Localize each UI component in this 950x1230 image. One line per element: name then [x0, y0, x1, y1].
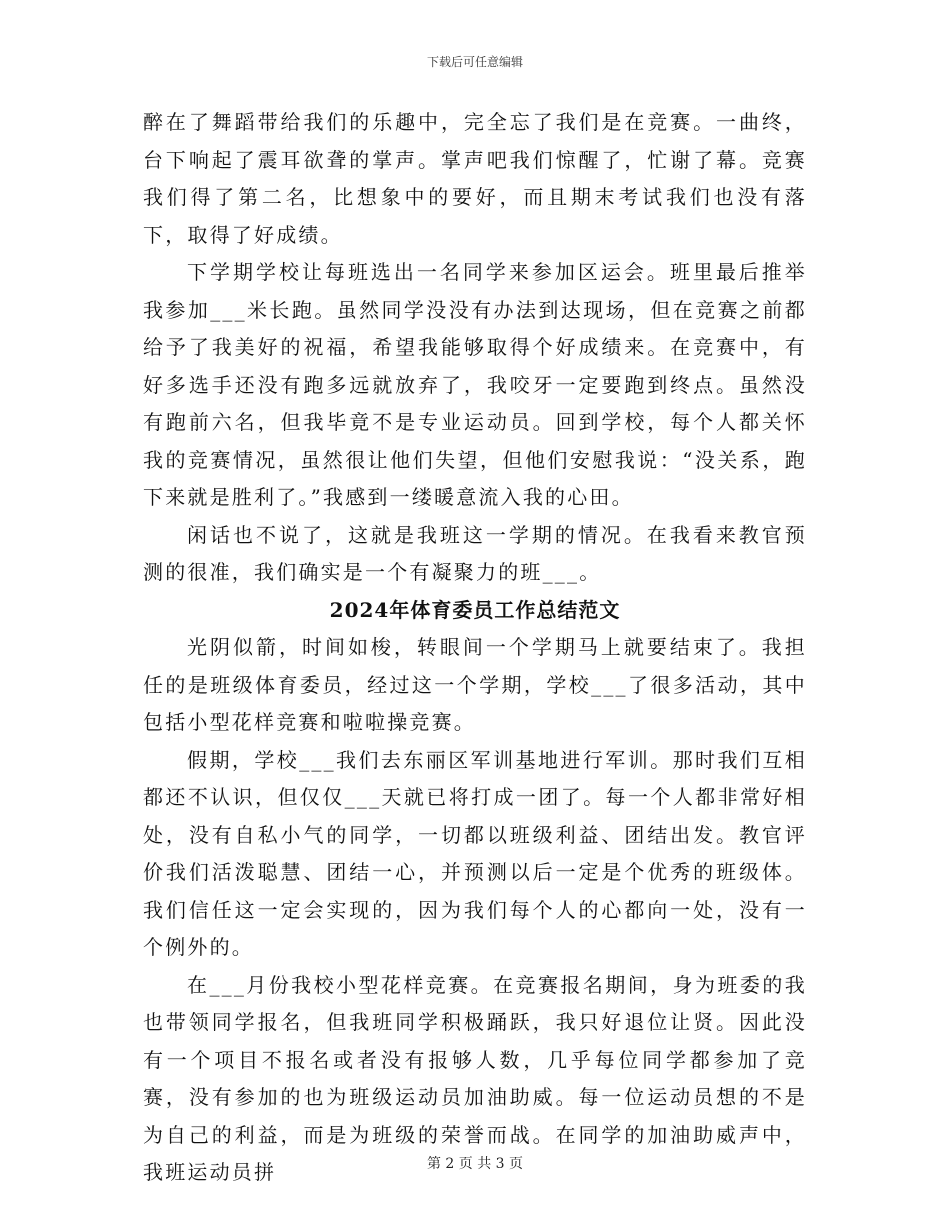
paragraph-district-games: 下学期学校让每班选出一名同学来参加区运会。班里最后推举我参加___米长跑。虽然同学没没有办法到达现场，但在竞赛之前都给予了我美好的祝福，希望我能够取得个好成绩来。在竞赛中，有好多选手还没有跑多远就放弃了，我咬牙一定要跑到终点。虽然没有跑前六名，但我毕竟不是专业运动员。回到学校，每个人都关怀我的竞赛情况，虽然很让他们失望，但他们安慰我说：“没关系，跑下来就是胜利了。”我感到一缕暖意流入我的心田。	[143, 260, 807, 509]
paragraph-semester-summary: 闲话也不说了，这就是我班这一学期的情况。在我看来教官预测的很准，我们确实是一个有凝聚力的班___。	[143, 522, 807, 584]
paragraph-intro: 光阴似箭，时间如梭，转眼间一个学期马上就要结束了。我担任的是班级体育委员，经过这一个学期，学校___了很多活动，其中包括小型花样竞赛和啦啦操竞赛。	[143, 635, 807, 734]
document-body	[143, 104, 807, 1192]
paragraph-competition: 在___月份我校小型花样竞赛。在竞赛报名期间，身为班委的我也带领同学报名，但我班同学积极踊跃，我只好退位让贤。因此没有一个项目不报名或者没有报够人数，几乎每位同学都参加了竞赛，没有参加的也为班级运动员加油助威。每一位运动员想的不是为自己的利益，而是为班级的荣誉而战。在同学的加油助威声中，我班运动员拼	[143, 972, 807, 1184]
paragraph-military-training: 假期，学校___我们去东丽区军训基地进行军训。那时我们互相都还不认识，但仅仅___天就已将打成一团了。每一个人都非常好相处，没有自私小气的同学，一切都以班级利益、团结出发。教官评价我们活泼聪慧、团结一心，并预测以后一定是个优秀的班级体。我们信任这一定会实现的，因为我们每个人的心都向一处，没有一个例外的。	[143, 747, 807, 959]
page-header: 下载后可任意编辑	[426, 55, 523, 69]
page-number: 第 2 页 共 3 页	[426, 1156, 524, 1172]
paragraph-continuation: 醉在了舞蹈带给我们的乐趣中，完全忘了我们是在竞赛。一曲终，台下响起了震耳欲聋的掌声。掌声吧我们惊醒了，忙谢了幕。竞赛我们得了第二名，比想象中的要好，而且期末考试我们也没有落下，取得了好成绩。	[143, 110, 807, 247]
section-title: 2024年体育委员工作总结范文	[329, 597, 621, 622]
